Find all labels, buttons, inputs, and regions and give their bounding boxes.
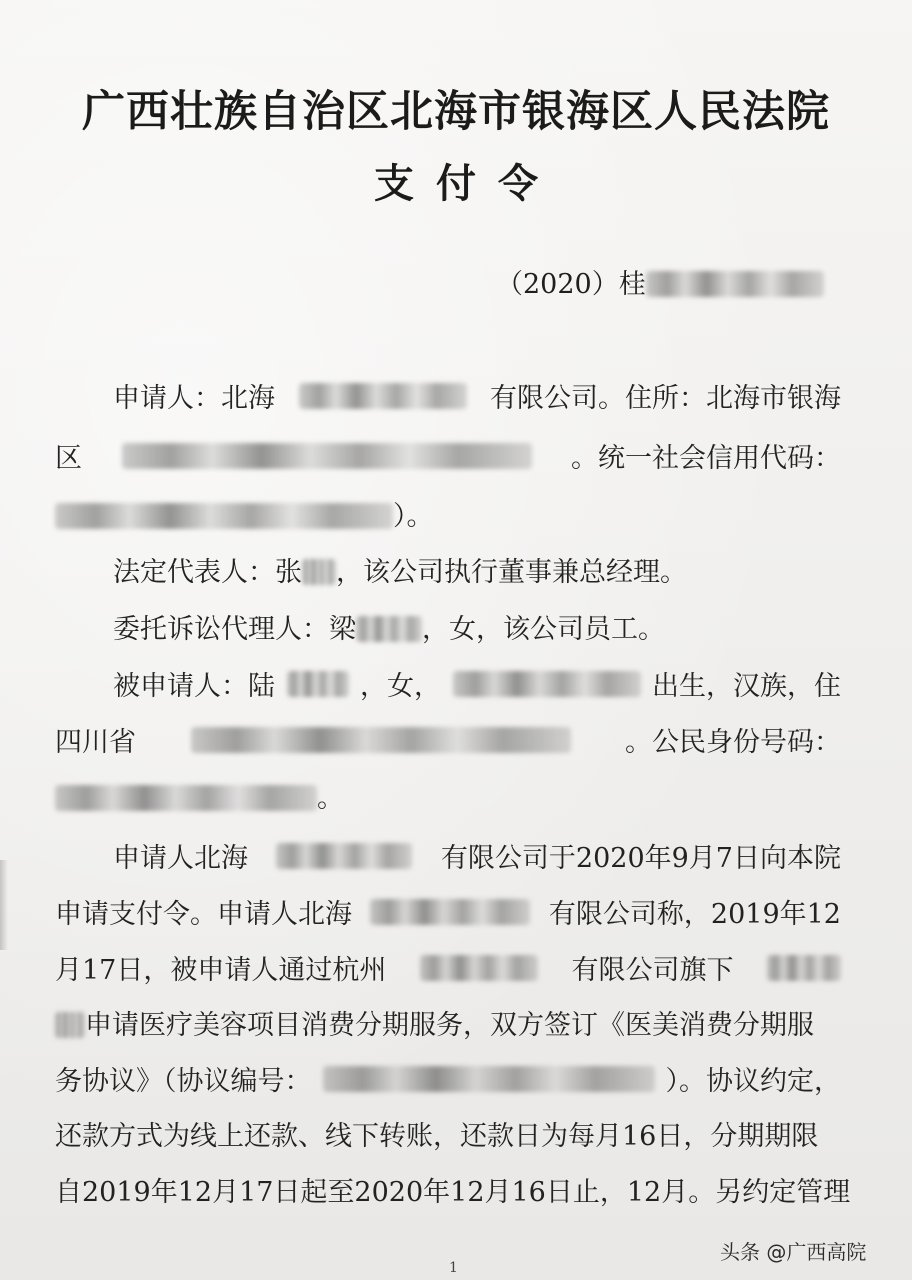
text-segment: 申请人：北海 <box>113 383 275 414</box>
page-number: 1 <box>449 1260 458 1276</box>
redacted-block <box>191 727 571 753</box>
text-segment: ）。协议约定， <box>665 1066 841 1097</box>
text-segment: 有限公司称，2019年12 <box>548 899 841 930</box>
text-segment: 被申请人：陆 <box>113 671 275 702</box>
redacted-block <box>420 955 538 981</box>
body-line-2 <box>55 436 841 475</box>
body-line-12 <box>55 1003 814 1042</box>
body-line-9 <box>113 836 841 875</box>
text-segment: 。 <box>317 783 344 814</box>
text-segment: 法定代表人：张 <box>113 557 302 588</box>
body-line-3 <box>55 494 434 533</box>
redacted-block <box>55 1012 85 1038</box>
body-line-8 <box>55 776 344 815</box>
text-segment: ，女，该公司员工。 <box>422 614 665 645</box>
case-number-prefix: （2020）桂 <box>496 269 646 300</box>
redacted-block <box>646 271 824 297</box>
redacted-block <box>122 443 532 469</box>
redacted-block <box>299 383 467 409</box>
body-line-10 <box>55 892 841 931</box>
text-segment: 区 <box>55 443 82 474</box>
body-line-11 <box>55 948 841 987</box>
text-segment: 。公民身份号码： <box>625 727 841 758</box>
redacted-block <box>302 559 336 585</box>
body-line-14: 还款方式为线上还款、线下转账，还款日为每月16日，分期期限 <box>55 1121 819 1152</box>
redacted-block <box>356 616 422 642</box>
page-edge-shadow <box>0 860 8 950</box>
text-segment: 出生，汉族，住 <box>652 671 841 702</box>
text-segment: 申请人北海 <box>113 843 248 874</box>
text-segment: 有限公司。住所：北海市银海 <box>490 383 841 414</box>
redacted-block <box>323 1066 655 1092</box>
case-number <box>496 262 824 301</box>
body-line-4 <box>113 550 687 589</box>
redacted-block <box>767 955 841 981</box>
body-line-13 <box>55 1059 841 1098</box>
text-segment: ，女， <box>360 671 441 702</box>
text-segment: ，该公司执行董事兼总经理。 <box>336 557 687 588</box>
redacted-block <box>453 671 641 697</box>
redacted-block <box>55 503 393 529</box>
text-segment: 务协议》（协议编号： <box>55 1066 312 1097</box>
text-segment: 月17日，被申请人通过杭州 <box>55 955 387 986</box>
redacted-block <box>55 785 317 811</box>
text-segment: ）。 <box>393 501 434 532</box>
text-segment: 有限公司旗下 <box>571 955 734 986</box>
watermark: 头条 @广西高院 <box>720 1240 867 1264</box>
redacted-block <box>276 843 412 869</box>
body-line-7 <box>55 720 841 759</box>
text-segment: 申请医疗美容项目消费分期服务，双方签订《医美消费分期服 <box>85 1010 814 1041</box>
text-segment: 申请支付令。申请人北海 <box>55 899 352 930</box>
document-type-heading: 支付令 <box>374 161 560 207</box>
redacted-block <box>370 899 530 925</box>
text-segment: 委托诉讼代理人：梁 <box>113 614 356 645</box>
body-line-1 <box>113 376 841 415</box>
redacted-block <box>287 671 349 697</box>
court-name-heading: 广西壮族自治区北海市银海区人民法院 <box>82 87 830 137</box>
body-line-15: 自2019年12月17日起至2020年12月16日止，12月。另约定管理 <box>55 1177 851 1208</box>
text-segment: 。统一社会信用代码： <box>571 443 841 474</box>
text-segment: 有限公司于2020年9月7日向本院 <box>440 843 841 874</box>
body-line-5 <box>113 607 665 646</box>
body-line-6 <box>113 664 841 703</box>
text-segment: 四川省 <box>55 727 136 758</box>
